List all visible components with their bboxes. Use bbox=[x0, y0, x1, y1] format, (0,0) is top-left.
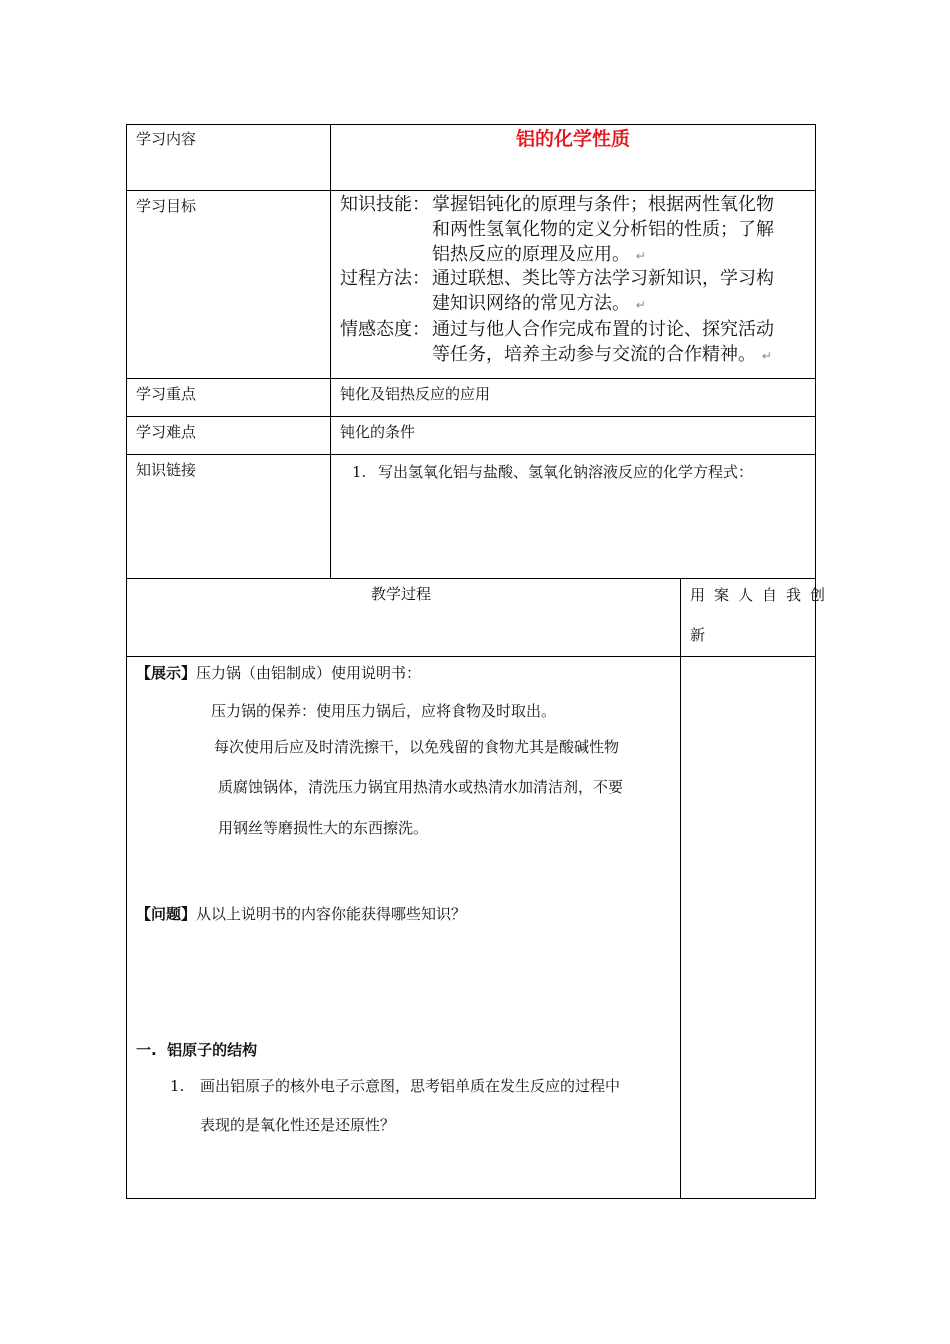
return-mark-icon: ↵ bbox=[635, 249, 646, 263]
row-divider-body bbox=[126, 656, 816, 657]
links-label: 知识链接 bbox=[136, 461, 197, 479]
instruction-line-2: 质腐蚀锅体，清洗压力锅宜用热清水或热清水加清洁剂，不要 bbox=[218, 778, 624, 796]
emotion-prefix: 情感态度： bbox=[340, 319, 430, 340]
return-mark-icon: ↵ bbox=[635, 298, 646, 312]
emotion-line-2-text: 等任务，培养主动参与交流的合作精神。 bbox=[432, 344, 756, 365]
side-column-label-line-1: 用案人自我创 bbox=[690, 586, 835, 604]
links-item-number: 1. bbox=[352, 463, 367, 481]
objectives-label: 学习目标 bbox=[136, 197, 197, 215]
sub-item-line-1: 画出铝原子的核外电子示意图，思考铝单质在发生反应的过程中 bbox=[200, 1077, 621, 1095]
process-line-1: 通过联想、类比等方法学习新知识，学习构 bbox=[432, 268, 774, 289]
display-tag: 【展示】 bbox=[136, 664, 197, 682]
display-title: 压力锅（由铝制成）使用说明书： bbox=[196, 664, 422, 682]
section-title: 铝原子的结构 bbox=[167, 1041, 258, 1059]
teaching-process-header: 教学过程 bbox=[371, 585, 432, 603]
row-divider-links bbox=[126, 454, 816, 455]
row-divider-objectives bbox=[126, 190, 816, 191]
return-mark-icon: ↵ bbox=[761, 349, 772, 363]
difficulty-value: 钝化的条件 bbox=[340, 423, 416, 441]
emotion-line-1: 通过与他人合作完成布置的讨论、探究活动 bbox=[432, 319, 774, 340]
content-label: 学习内容 bbox=[136, 130, 197, 148]
key-points-label: 学习重点 bbox=[136, 385, 197, 403]
table-top-border bbox=[126, 124, 816, 125]
instruction-line-1: 每次使用后应及时清洗擦干，以免残留的食物尤其是酸碱性物 bbox=[214, 738, 620, 756]
process-prefix: 过程方法： bbox=[340, 268, 430, 289]
process-line-2-text: 建知识网络的常见方法。 bbox=[432, 293, 630, 314]
maintenance-heading: 压力锅的保养：使用压力锅后，应将食物及时取出。 bbox=[211, 702, 557, 720]
key-points-value: 钝化及铝热反应的应用 bbox=[340, 385, 491, 403]
knowledge-line-3 bbox=[432, 242, 646, 269]
question-text: 从以上说明书的内容你能获得哪些知识？ bbox=[196, 905, 467, 923]
knowledge-line-2: 和两性氢氧化物的定义分析铝的性质；了解 bbox=[432, 219, 774, 240]
lesson-title: 铝的化学性质 bbox=[515, 128, 630, 150]
knowledge-line-1: 掌握铝钝化的原理与条件；根据两性氧化物 bbox=[432, 194, 774, 215]
label-column-divider bbox=[330, 124, 331, 579]
row-divider-key-points bbox=[126, 378, 816, 379]
question-tag: 【问题】 bbox=[136, 905, 197, 923]
knowledge-line-3-text: 铝热反应的原理及应用。 bbox=[432, 244, 630, 265]
row-divider-process-header bbox=[126, 578, 816, 579]
display-paragraph bbox=[136, 664, 421, 682]
emotion-line-2 bbox=[432, 342, 772, 369]
question-paragraph bbox=[136, 905, 466, 923]
table-bottom-border bbox=[126, 1198, 816, 1199]
side-column-divider bbox=[680, 578, 681, 1199]
table-left-border bbox=[126, 124, 127, 1199]
section-heading bbox=[136, 1041, 257, 1059]
difficulty-label: 学习难点 bbox=[136, 423, 197, 441]
side-column-label-line-2: 新 bbox=[690, 626, 706, 644]
sub-item-line-2: 表现的是氧化性还是还原性？ bbox=[200, 1116, 396, 1134]
links-item-text: 写出氢氧化铝与盐酸、氢氧化钠溶液反应的化学方程式： bbox=[378, 463, 754, 481]
knowledge-prefix: 知识技能： bbox=[340, 194, 430, 215]
table-right-border bbox=[815, 124, 816, 1199]
row-divider-difficulty bbox=[126, 416, 816, 417]
instruction-line-3: 用钢丝等磨损性大的东西擦洗。 bbox=[218, 819, 429, 837]
sub-item-number: 1. bbox=[170, 1077, 185, 1095]
process-line-2 bbox=[432, 291, 646, 318]
section-number: 一. bbox=[136, 1041, 157, 1059]
